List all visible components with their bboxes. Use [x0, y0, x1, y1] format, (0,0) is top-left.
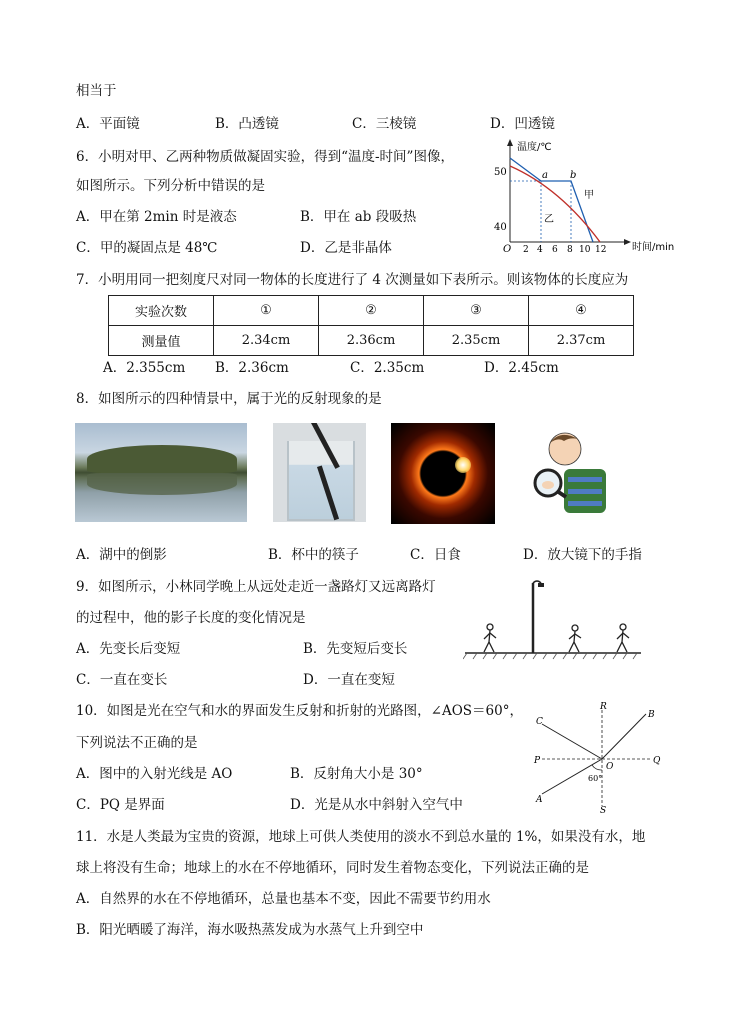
- table-cell: 2.34cm: [214, 326, 319, 356]
- x-axis-arrow: [624, 239, 631, 245]
- label-o: O: [606, 762, 614, 772]
- q10-option-c: C．PQ 是界面: [76, 797, 165, 813]
- q7-option-b: B．2.36cm: [215, 360, 289, 376]
- origin-label: O: [503, 244, 512, 255]
- q11-option-b: B．阳光晒暖了海洋，海水吸热蒸发成为水蒸气上升到空中: [76, 922, 424, 938]
- q10-option-d: D．光是从水中斜射入空气中: [290, 797, 463, 813]
- q7-measurement-table: [108, 295, 634, 356]
- table-header-row: [109, 296, 634, 326]
- street-lamp-illustration: [463, 577, 643, 661]
- y-tick-40: 40: [494, 222, 507, 233]
- curve-yi-label: 乙: [544, 214, 554, 225]
- table-cell: ①: [214, 296, 319, 326]
- q6-option-b: B．甲在 ab 段吸热: [300, 209, 417, 225]
- q5-option-a: A．平面镜: [76, 116, 140, 132]
- x-tick-4: 4: [537, 245, 543, 255]
- q5-option-c: C．三棱镜: [352, 116, 417, 132]
- q6-stem-line2: 如图所示。下列分析中错误的是: [76, 178, 265, 194]
- q6-option-a: A．甲在第 2min 时是液态: [76, 209, 237, 225]
- table-cell: ④: [529, 296, 634, 326]
- q6-stem-line1: 6．小明对甲、乙两种物质做凝固实验，得到“温度-时间”图像，: [76, 149, 454, 165]
- q11-option-a: A．自然界的水在不停地循环，总量也基本不变，因此不需要节约用水: [76, 891, 491, 907]
- q9-option-a: A．先变长后变短: [76, 641, 181, 657]
- glass-chopstick-photo: [273, 423, 366, 522]
- x-axis-label: 时间/min: [632, 242, 675, 253]
- q7-stem: 7．小明用同一把刻度尺对同一物体的长度进行了 4 次测量如下表所示。则该物体的长度应为: [76, 272, 629, 288]
- q9-option-c: C．一直在变长: [76, 672, 168, 688]
- table-cell: 2.36cm: [319, 326, 424, 356]
- y-axis-label: 温度/℃: [517, 142, 552, 153]
- ray-co: [542, 724, 602, 759]
- walker-right: [617, 624, 629, 652]
- q9-option-b: B．先变短后变长: [303, 641, 408, 657]
- label-angle: 60°: [588, 774, 603, 783]
- table-cell: 实验次数: [109, 296, 214, 326]
- q9-stem-line1: 9．如图所示，小林同学晚上从远处走近一盏路灯又远离路灯: [76, 579, 436, 595]
- angle-arc: [592, 765, 602, 770]
- q9-stem-line2: 的过程中，他的影子长度的变化情况是: [76, 610, 306, 626]
- label-q: Q: [653, 756, 661, 766]
- table-cell: 2.35cm: [424, 326, 529, 356]
- solar-eclipse-photo: [391, 423, 495, 524]
- table-cell: ②: [319, 296, 424, 326]
- y-axis-arrow: [507, 139, 513, 146]
- q10-stem-line2: 下列说法不正确的是: [76, 735, 198, 751]
- curve-jia: [510, 158, 593, 242]
- walker-middle: [569, 625, 581, 652]
- q7-option-a: A．2.355cm: [103, 360, 186, 376]
- curve-yi: [510, 166, 600, 242]
- curve-jia-label: 甲: [584, 190, 594, 201]
- table-cell: 2.37cm: [529, 326, 634, 356]
- q7-option-c: C．2.35cm: [350, 360, 425, 376]
- q10-option-a: A．图中的入射光线是 AO: [76, 766, 233, 782]
- q8-stem: 8．如图所示的四种情景中，属于光的反射现象的是: [76, 391, 382, 407]
- ray-ob: [602, 714, 646, 759]
- label-r: R: [600, 702, 607, 712]
- q5-option-d: D．凹透镜: [490, 116, 555, 132]
- lamp-head: [538, 583, 544, 587]
- x-tick-8: 8: [567, 245, 573, 255]
- point-a-label: a: [542, 170, 548, 181]
- table-cell: ③: [424, 296, 529, 326]
- label-b: B: [648, 710, 655, 720]
- x-tick-10: 10: [579, 245, 591, 255]
- label-s: S: [600, 806, 607, 815]
- label-c: C: [536, 717, 543, 727]
- label-p: P: [534, 756, 541, 766]
- q8-option-d: D．放大镜下的手指: [523, 547, 642, 563]
- q6-temperature-time-graph: [490, 138, 690, 256]
- x-tick-6: 6: [552, 245, 558, 255]
- table-cell: 测量值: [109, 326, 214, 356]
- x-tick-2: 2: [523, 245, 529, 255]
- q6-option-c: C．甲的凝固点是 48℃: [76, 240, 218, 256]
- intro-line: 相当于: [76, 83, 117, 99]
- x-tick-12: 12: [595, 245, 607, 255]
- q8-option-c: C．日食: [410, 547, 461, 563]
- q11-stem-line2: 球上将没有生命；地球上的水在不停地循环，同时发生着物态变化，下列说法正确的是: [76, 860, 589, 876]
- q11-stem-line1: 11．水是人类最为宝贵的资源，地球上可供人类使用的淡水不到总水量的 1%，如果没有水，地: [76, 829, 646, 845]
- q7-option-d: D．2.45cm: [484, 360, 559, 376]
- walker-left: [484, 624, 496, 652]
- q8-option-a: A．湖中的倒影: [76, 547, 167, 563]
- q10-option-b: B．反射角大小是 30°: [290, 766, 423, 782]
- table-row: [109, 326, 634, 356]
- q5-option-b: B．凸透镜: [215, 116, 279, 132]
- magnifier-boy-illustration: [520, 425, 612, 520]
- q8-option-b: B．杯中的筷子: [268, 547, 359, 563]
- label-a: A: [536, 795, 543, 805]
- y-tick-50: 50: [494, 167, 507, 178]
- point-b-label: b: [570, 170, 577, 181]
- q10-light-path-diagram: [530, 700, 665, 815]
- q10-stem-line1: 10．如图是光在空气和水的界面发生反射和折射的光路图，∠AOS＝60°，: [76, 703, 523, 719]
- lake-reflection-photo: [75, 423, 247, 522]
- q6-option-d: D．乙是非晶体: [300, 240, 392, 256]
- q9-option-d: D．一直在变短: [303, 672, 395, 688]
